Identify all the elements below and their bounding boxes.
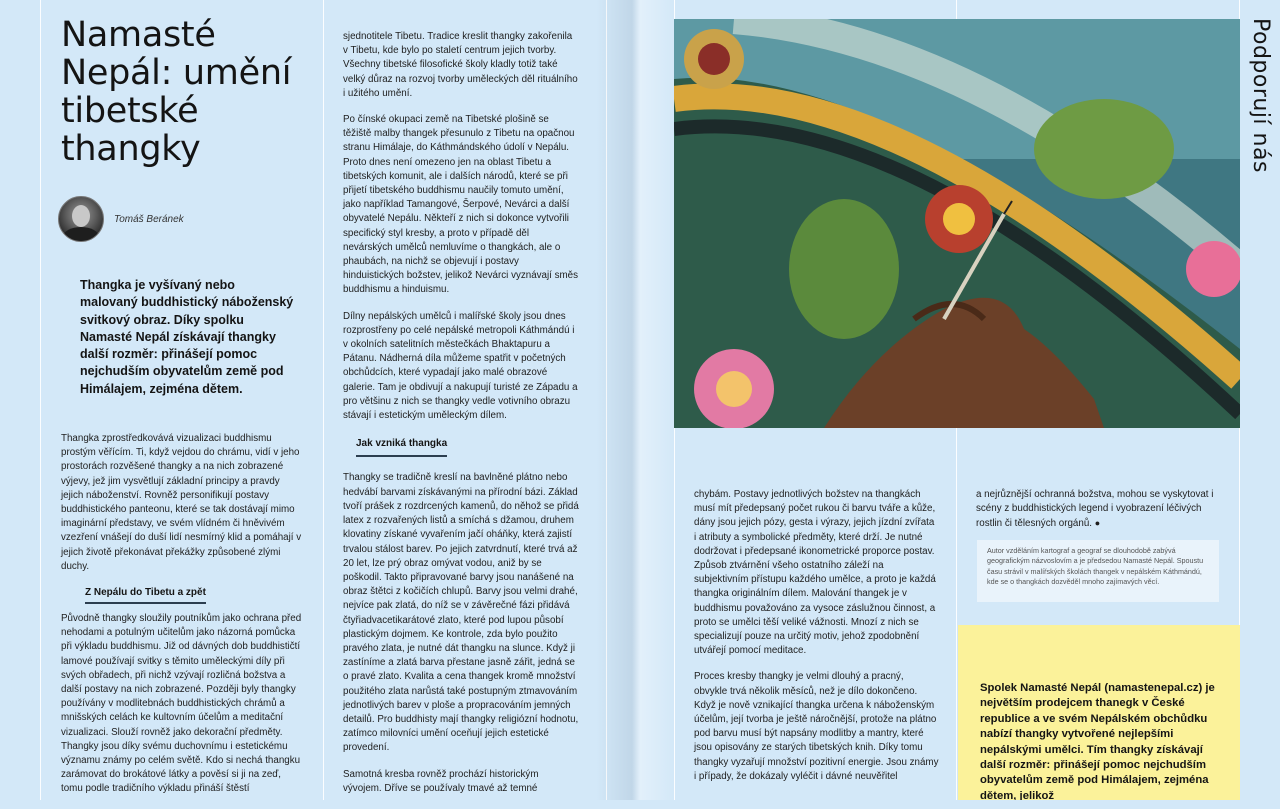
paragraph: Po čínské okupaci země na Tibetské plošině se těžiště malby thangek přesunulo z Tibetu na opačnou stranu Himálaje, do Káthmándského údolí v Nepálu. Proto dnes není omezeno jen na oblast Tibetu a tibetských komunit, ale i dalších národů, které se při přijetí tibetského buddhismu naučily tomuto umění, jako například Tamangové, Šerpové, Nevárci a další obyvatelé Nepálu. Někteří z nich si dokonce vytvořili specifický styl kresby, a proto v případě děl nevárských umělců nemluvíme o thangkách, ale o phaubách, na nichž se objevují i postavy hinduistických božstev, jelikož Nevárci vyznávají směs buddhismu a hinduismu. bbox=[343, 114, 579, 296]
author-bio: Autor vzděláním kartograf a geograf se dlouhodobě zabývá geografickým názvoslovím a je předsedou Namasté Nepál. Spoustu času strávil v malířských školách thangek v nepálském Káthmándú, kde se o thangkách dozvěděl mnoho zajímavých věcí. bbox=[977, 540, 1219, 602]
paragraph: Původně thangky sloužily poutníkům jako ochrana před nehodami a potulným učitelům jako názorná pomůcka při výkladu buddhismu. Již od dávných dob buddhističtí lamové používají svitky s těmito uměleckými díly při svých obřadech, při nichž vzývají rozličná božstva a další postavy na nich zobrazené. Později byly thangky používány v modlitebnách buddhistických chrámů a mnišských celách ke kultovním účelům a meditační vizualizaci. Slouží rovněž jako dekorační předměty. Thangky jsou díky svému duchovnímu i estetickému významu známy po celém světě. Kdo si nechá thangku zarámovat do brokátové látky a pověsí si ji na zeď, tomu podle tradičního výkladu přináší štěstí bbox=[61, 613, 302, 795]
subheading: Jak vzniká thangka bbox=[356, 437, 447, 457]
support-section-label: Podporují nás bbox=[1248, 18, 1273, 173]
column-2-text bbox=[343, 30, 579, 808]
paragraph: Thangka zprostředkovává vizualizaci buddhismu prostým věřícím. Ti, když vejdou do chrámu, vidí v jeho prostorách rozvěšené thangky a na nich zobrazené výjevy, jež jim vysvětlují základní principy a pravdy jejich náboženství. Rovněž personifikují postavy buddhistického panteonu, které se tak dostávají mimo imaginární představy, ve svém vlídném či hněvivém vzezření vnášejí do duší lidí nesmírný klid a pomáhají v jejich životě překonávat překážky způsobené zlými duchy. bbox=[61, 433, 302, 572]
column-4-text bbox=[976, 488, 1221, 532]
column-1-text bbox=[61, 432, 304, 586]
paragraph: sjednotitele Tibetu. Tradice kreslit thangky zakořenila v Tibetu, kde bylo po staletí centrum jejich tvorby. Všechny tibetské filosofické školy kladly totiž také velký důraz na rozvoj tvorby uměleckých děl rituálního i užitého umění. bbox=[343, 31, 578, 99]
author-name: Tomáš Beránek bbox=[114, 213, 184, 225]
thangka-painting-photo bbox=[674, 19, 1240, 428]
column-1-text-continued bbox=[61, 612, 304, 809]
paragraph: Proces kresby thangky je velmi dlouhý a pracný, obvykle trvá několik měsíců, než je dílo dokončeno. Když je nově vznikající thangka určena k náboženským účelům, její tvorba je ještě náročnější, protože na plátno pod barvu musí být napsány modlitby a mantry, které jsou opisovány ze starých tibetských knih. Díky tomu thangky vyzařují množství pozitivní energie. Jsou známy i případy, že dokázaly vyléčit i dávné neuvěřitel bbox=[694, 671, 939, 782]
support-text: Spolek Namasté Nepál (namastenepal.cz) je největším prodejcem thanegk v České republice a ve svém Nepálském obchůdku nabízí thangky vytvořené nejlepšími nepálskými umělci. Tím thangky získávají další rozměr: přinášejí pomoc nejchudším obyvatelům země pod Himálajem, zejména dětem, jelikož bbox=[980, 682, 1215, 800]
column-3-text bbox=[694, 488, 939, 796]
avatar bbox=[58, 196, 104, 242]
paragraph: chybám. Postavy jednotlivých božstev na thangkách musí mít předepsaný počet rukou či barvu tváře a kůže, dány jsou jejich pózy, gesta i výrazy, jejich jízdní zvířata i atributy a symbolické předměty, které drží. Je nutné dodržovat i předepsané ikonometrické proporce postav. Způsob ztvárnění všeho ostatního záleží na subjektivním přístupu každého umělce, a proto je každá thangka originálním dílem. Malování thangek je v buddhismu považováno za vysoce záslužnou činnost, a proto se umělci těší veliké vážnosti. Mnozí z nich se specializují pouze na určitý motiv, jehož zpodobnění utvářejí pomocí meditace. bbox=[694, 489, 936, 657]
paragraph: Dílny nepálských umělců i malířské školy jsou dnes rozprostřeny po celé nepálské metropoli Káthmándú i v okolních satelitních městečkách Bhaktapuru a Pátanu. Nádherná díla můžeme spatřit v početných obchůdcích, které vypadají jako malé obrazové galerie. Tam je obdivují a nakupují turisté ze Západu a pro většinu z nich se thangky vedle votivního obrazu stávají i estetickým uměleckým dílem. bbox=[343, 310, 578, 422]
column-rule bbox=[323, 0, 324, 800]
end-mark-icon: ● bbox=[1094, 518, 1101, 529]
paragraph bbox=[976, 488, 1221, 532]
paragraph: Thangky se tradičně kreslí na bavlněné plátno nebo hedvábí barvami získávanými na přírodní bázi. Základ tvoří prášek z rozdrcených kamenů, do něhož se přidá latex z rozvařených listů a smíchá s džamou, druhem klovatiny získané vyvařením jačí oháňky, která zajistí trvalou stálost barev. Po jejich zatvrdnutí, které trvá až 20 let, lze prý obraz omývat vodou, aniž by se poškodil. Takto připravované barvy jsou nanášené na obraz štětci z kočičích chlupů. Barvy jsou velmi drahé, nejvíce pak zlatá, do níž se v závěrečné fázi přidává čtyřiadvacetikarátové zlato, které pod lupou působí plastickým dojmem. Ke kontrole, zda bylo použito pravého zlata, je nutné dát thangku na slunce. Když ji zastíníme a zlatá barva přestane jasně zářit, jedná se o pravé zlato. Kvalita a cena thangek kromě množství použitého zlata narůstá také postupným ztmavováním jednotlivých barev v ploše a propracováním jemných detailů. Pro buddhisty mají thangky religiózní hodnotu, zatímco milovníci umění oceňují jejich estetické provedení. bbox=[343, 472, 579, 754]
article-title: Namasté Nepál: umění tibetské thangky bbox=[61, 15, 292, 169]
author-byline bbox=[58, 196, 184, 242]
column-rule bbox=[40, 0, 41, 800]
support-box bbox=[958, 625, 1240, 800]
subheading: Z Nepálu do Tibetu a zpět bbox=[85, 587, 206, 604]
paragraph: Samotná kresba rovněž prochází historickým vývojem. Dříve se používaly tmavé až temné bbox=[343, 768, 539, 794]
column-rule bbox=[606, 0, 607, 800]
paragraph-text: a nejrůznější ochranná božstva, mohou se vyskytovat i scény z buddhistických legend i vyobrazení léčivých rostlin či tělesných orgánů. bbox=[976, 489, 1214, 530]
article-lead: Thangka je vyšívaný nebo malovaný buddhistický náboženský svitkový obraz. Díky spolku Namasté Nepál získávají thangky další rozměr: přinášejí pomoc nejchudším obyvatelům země pod Himálajem, zejména dětem. bbox=[80, 278, 294, 396]
